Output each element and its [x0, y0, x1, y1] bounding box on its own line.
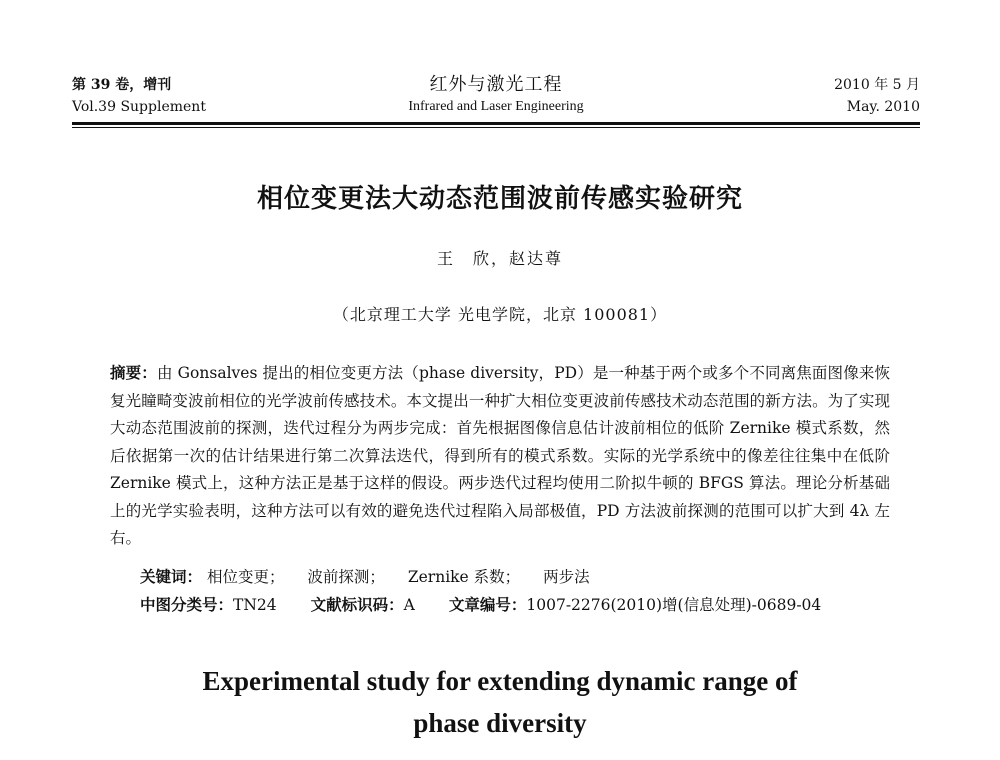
clc-label: 中图分类号： [140, 596, 234, 614]
keyword: 波前探测； [307, 568, 385, 586]
date-cn: 2010 年 5 月 [834, 77, 920, 93]
title-en-line1: Experimental study for extending dynamic range of [202, 666, 798, 696]
header-rule-thick [72, 122, 920, 125]
running-header [72, 74, 920, 124]
date-en: May. 2010 [846, 99, 920, 115]
journal-en: Infrared and Laser Engineering [408, 99, 584, 114]
keyword: Zernike 系数； [407, 568, 521, 586]
keyword: 两步法 [543, 568, 590, 586]
keywords-label: 关键词： [140, 568, 203, 586]
volume-en: Vol.39 Supplement [72, 99, 206, 115]
volume-cn: 第 39 卷，增刊 [72, 77, 172, 93]
abstract-text: 由 Gonsalves 提出的相位变更方法（phase diversity，PD）是一种基于两个或多个不同离焦面图像来恢复光瞳畸变波前相位的光学波前传感技术。本文提出一种扩大相位变更波前传感技术动态范围的新方法。为了实现大动态范围波前的探测，迭代过程分为两步完成：首先根据图像信息估计波前相位的低阶 Zernike 模式系数，然后依据第一次的估计结果进行第二次算法迭代，得到所有的模式系数。实际的光学系统中的像差往往集中在低阶 Zernike 模式上，这种方法正是基于这样的假设。两步迭代过程均使用二阶拟牛顿的 BFGS 算法。理论分析基础上的光学实验表明，这种方法可以有效的避免迭代过程陷入局部极值，PD 方法波前探测的范围可以扩大到 4λ 左右。 [110, 364, 890, 547]
abstract [110, 360, 890, 553]
classification-line [140, 593, 821, 617]
paper-title-cn: 相位变更法大动态范围波前传感实验研究 [256, 184, 743, 214]
paper-title-en [0, 660, 1000, 744]
journal-name [72, 74, 920, 118]
authors: 王 欣，赵达尊 [436, 249, 563, 268]
article-number-value: 1007-2276(2010)增(信息处理)-0689-04 [526, 596, 822, 614]
article-number-label: 文章编号： [448, 596, 527, 614]
doc-code-label: 文献标识码： [310, 596, 404, 614]
doc-code-value: A [403, 596, 415, 614]
journal-cn: 红外与激光工程 [429, 74, 563, 95]
title-en-line2: phase diversity [413, 708, 587, 738]
keyword: 相位变更； [206, 568, 285, 586]
header-rule-thin [72, 127, 920, 128]
issue-date [834, 74, 920, 118]
abstract-label: 摘要： [110, 364, 157, 382]
affiliation: （北京理工大学 光电学院，北京 100081） [332, 305, 668, 324]
clc-value: TN24 [233, 596, 277, 614]
keywords [140, 565, 608, 589]
